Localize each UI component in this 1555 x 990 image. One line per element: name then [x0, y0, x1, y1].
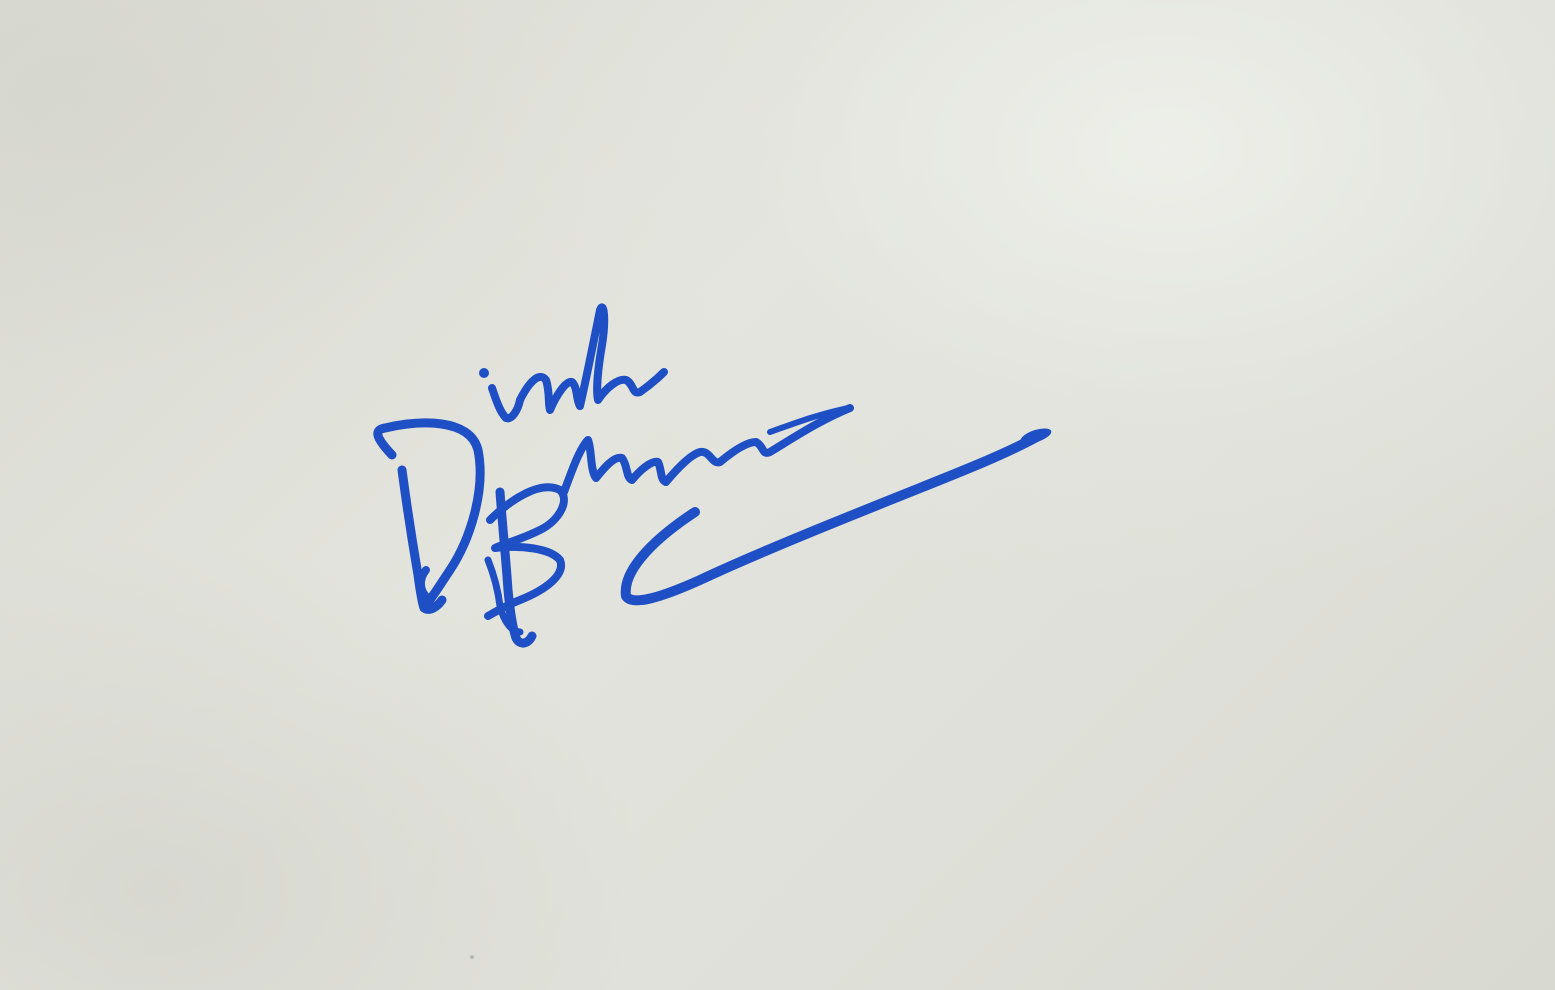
- signature-stroke-d-hook: [421, 570, 428, 598]
- signature-stroke-him: [564, 440, 666, 492]
- signature-stroke-i: [492, 388, 520, 418]
- signature-dot-i: [479, 368, 489, 378]
- signature-stroke-n: [520, 377, 580, 410]
- signature-stroke-an: [666, 408, 850, 482]
- signature-stroke-d-loop: [378, 423, 480, 605]
- signature-stroke-h: [580, 307, 664, 406]
